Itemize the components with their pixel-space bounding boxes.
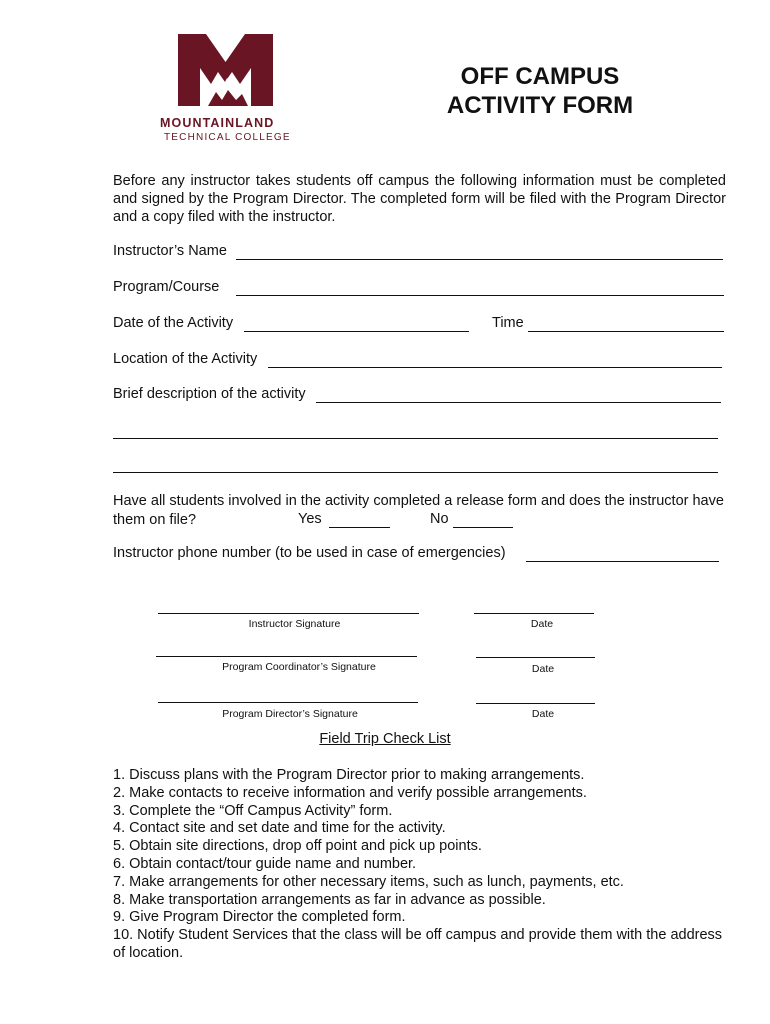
program-course-field[interactable] bbox=[236, 295, 724, 296]
form-title bbox=[420, 62, 660, 120]
coordinator-signature-line[interactable] bbox=[156, 656, 417, 657]
checklist-item: 4. Contact site and set date and time for the activity. bbox=[113, 820, 446, 837]
checklist-item: 1. Discuss plans with the Program Director prior to making arrangements. bbox=[113, 767, 585, 783]
yes-field[interactable] bbox=[329, 527, 390, 528]
date-of-activity-label: Date of the Activity bbox=[113, 315, 234, 331]
director-date-label: Date bbox=[531, 708, 555, 720]
checklist-item: 10. Notify Student Services that the class will be off campus and provide them with the address of location. bbox=[113, 927, 723, 961]
location-label: Location of the Activity bbox=[113, 351, 258, 367]
phone-field[interactable] bbox=[526, 561, 719, 562]
instructor-name-field[interactable] bbox=[236, 259, 723, 260]
coordinator-date-line[interactable] bbox=[476, 657, 595, 658]
intro-paragraph: Before any instructor takes students off campus the following information must be completed and signed by the Program Director. The completed form will be filed with the Program Director and a copy filed with the instructor. bbox=[113, 173, 726, 225]
college-logo bbox=[160, 34, 290, 146]
program-course-label: Program/Course bbox=[113, 279, 220, 295]
date-of-activity-field[interactable] bbox=[244, 331, 469, 332]
description-field-line2[interactable] bbox=[113, 438, 718, 439]
phone-label: Instructor phone number (to be used in case of emergencies) bbox=[113, 545, 506, 561]
director-date-line[interactable] bbox=[476, 703, 595, 704]
coordinator-signature-label: Program Coordinator’s Signature bbox=[222, 661, 376, 673]
checklist bbox=[113, 767, 728, 963]
checklist-item: 5. Obtain site directions, drop off point and pick up points. bbox=[113, 838, 482, 855]
instructor-date-label: Date bbox=[530, 618, 554, 630]
checklist-item: 3. Complete the “Off Campus Activity” form. bbox=[113, 802, 393, 819]
instructor-signature-label: Instructor Signature bbox=[248, 618, 341, 630]
location-field[interactable] bbox=[268, 367, 722, 368]
no-field[interactable] bbox=[453, 527, 513, 528]
director-signature-line[interactable] bbox=[158, 702, 418, 703]
no-label: No bbox=[430, 511, 449, 527]
form-title-line2: ACTIVITY FORM bbox=[446, 92, 634, 119]
mountain-m-logo-icon bbox=[178, 34, 273, 106]
description-label: Brief description of the activity bbox=[113, 386, 306, 402]
yes-label: Yes bbox=[298, 511, 322, 527]
checklist-title: Field Trip Check List bbox=[319, 731, 451, 747]
checklist-item: 7. Make arrangements for other necessary items, such as lunch, payments, etc. bbox=[113, 873, 624, 890]
coordinator-date-label: Date bbox=[531, 663, 555, 675]
checklist-item: 2. Make contacts to receive information and verify possible arrangements. bbox=[113, 784, 587, 801]
release-form-question: Have all students involved in the activity completed a release form and does the instructor have them on file? bbox=[113, 493, 724, 528]
instructor-date-line[interactable] bbox=[474, 613, 594, 614]
logo-subtitle: TECHNICAL COLLEGE bbox=[164, 132, 291, 143]
time-label: Time bbox=[492, 315, 524, 331]
instructor-signature-line[interactable] bbox=[158, 613, 419, 614]
form-title-line1: OFF CAMPUS bbox=[460, 63, 620, 90]
director-signature-label: Program Director’s Signature bbox=[222, 708, 358, 720]
description-field-line3[interactable] bbox=[113, 472, 718, 473]
instructor-name-label: Instructor’s Name bbox=[113, 243, 227, 259]
checklist-item: 9. Give Program Director the completed form. bbox=[113, 909, 406, 926]
logo-name: MOUNTAINLAND bbox=[160, 116, 275, 130]
checklist-item: 8. Make transportation arrangements as far in advance as possible. bbox=[113, 891, 546, 908]
description-field[interactable] bbox=[316, 402, 721, 403]
checklist-item: 6. Obtain contact/tour guide name and number. bbox=[113, 855, 417, 872]
time-field[interactable] bbox=[528, 331, 724, 332]
